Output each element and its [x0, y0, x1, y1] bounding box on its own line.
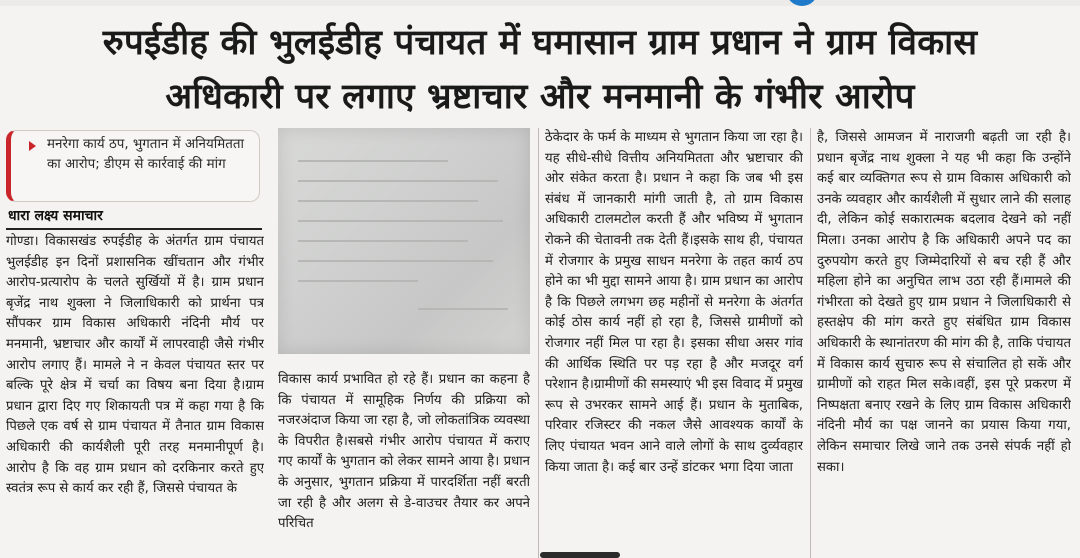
column-4-text: है, जिससे आमजन में नाराजगी बढ़ती जा रही है।प्रधान बृजेंद्र नाथ शुक्ला ने यह भी कहा कि उन्होंने कई बार व्यक्तिगत रूप से ग्राम विकास अधिकारी को उनके व्यवहार और कार्यशैली में सुधार लाने की सलाह दी, लेकिन कोई सकारात्मक बदलाव देखने को नहीं मिला। उनका आरोप है कि अधिकारी अपने पद का दुरुपयोग करते हुए जिम्मेदारियों से बच रही हैं और महिला होने का अनुचित लाभ उठा रही हैं।मामले की गंभीरता को देखते हुए ग्राम प्रधान ने जिलाधिकारी से हस्तक्षेप की मांग करते हुए संबंधित ग्राम विकास अधिकारी के स्थानांतरण की मांग की है, ताकि पंचायत में विकास कार्य सुचारु रूप से संचालित हो सकें और ग्रामीणों को राहत मिल सके।वहीं, इस पूरे प्रकरण में निष्पक्षता बनाए रखने के लिए ग्राम विकास अधिकारी नंदिनी मौर्य का पक्ष जानने का प्रयास किया गया, लेकिन समाचार लिखे जाने तक उनसे संपर्क नहीं हो सका।	[817, 130, 1071, 475]
article-column-3	[545, 128, 803, 558]
column-divider	[538, 128, 539, 558]
byline: धारा लक्ष्य समाचार	[8, 208, 103, 224]
photo-text-line	[298, 240, 468, 242]
photo-text-line	[298, 260, 493, 262]
column-divider	[810, 128, 811, 558]
photo-signature-line	[418, 308, 508, 310]
top-strip	[0, 0, 1080, 6]
photo-text-line	[298, 200, 478, 202]
article-column-1	[6, 232, 264, 558]
highlight-text: मनरेगा कार्य ठप, भुगतान में अनियमितता का आरोप; डीएम से कार्रवाई की मांग	[47, 137, 244, 172]
photo-text-line	[298, 220, 503, 222]
article-column-4	[817, 128, 1071, 558]
photo-text-line	[298, 180, 498, 182]
column-3-text: ठेकेदार के फर्म के माध्यम से भुगतान किया जा रहा है। यह सीधे-सीधे वित्तीय अनियमितता और भ्रष्टाचार की ओर संकेत करता है। प्रधान ने कहा कि जब भी इस संबंध में जानकारी मांगी जाती है, तो ग्राम विकास अधिकारी टालमटोल करती हैं और भविष्य में भुगतान रोकने की चेतावनी तक देती हैं।इसके साथ ही, पंचायत में रोजगार के प्रमुख साधन मनरेगा के तहत कार्य ठप होने का भी मुद्दा सामने आया है। ग्राम प्रधान का आरोप है कि पिछले लगभग छह महीनों से मनरेगा के अंतर्गत कोई ठोस कार्य नहीं हो रहा है, जिससे ग्रामीणों को रोजगार नहीं मिल पा रहा है। इसका सीधा असर गांव की आर्थिक स्थिति पर पड़ रहा है और मजदूर वर्ग परेशान है।ग्रामीणों की समस्याएं भी इस विवाद में प्रमुख रूप से उभरकर सामने आई हैं। प्रधान के मुताबिक, परिवार रजिस्टर की नकल जैसे आवश्यक कार्यों के लिए पंचायत भवन आने वाले लोगों के साथ दुर्व्यवहार किया जाता है। कई बार उन्हें डांटकर भगा दिया जाता	[545, 130, 803, 475]
letter-photo	[278, 128, 530, 354]
headline-line-1: रुपईडीह की भुलईडीह पंचायत में घमासान ग्राम प्रधान ने ग्राम विकास	[102, 23, 978, 63]
headline-line-2: अधिकारी पर लगाए भ्रष्टाचार और मनमानी के गंभीर आरोप	[165, 77, 915, 117]
photo-text-line	[298, 280, 418, 282]
bottom-edge-mark	[540, 552, 620, 558]
column-1-text: गोण्डा। विकासखंड रुपईडीह के अंतर्गत ग्राम पंचायत भुलईडीह इन दिनों प्रशासनिक खींचतान और गंभीर आरोप-प्रत्यारोप के चलते सुर्खियों में है। ग्राम प्रधान बृजेंद्र नाथ शुक्ला ने जिलाधिकारी को प्रार्थना पत्र सौंपकर ग्राम विकास अधिकारी नंदिनी मौर्य पर मनमानी, भ्रष्टाचार और कार्यों में लापरवाही जैसे गंभीर आरोप लगाए हैं। मामले ने न केवल पंचायत स्तर पर बल्कि पूरे क्षेत्र में चर्चा का विषय बना दिया है।ग्राम प्रधान द्वारा दिए गए शिकायती पत्र में कहा गया है कि पिछले एक वर्ष से ग्राम पंचायत में तैनात ग्राम विकास अधिकारी की कार्यशैली पूरी तरह मनमानीपूर्ण है। आरोप है कि वह ग्राम प्रधान को दरकिनार करते हुए स्वतंत्र रूप से कार्य कर रही हैं, जिससे पंचायत के	[6, 234, 264, 497]
triangle-bullet-icon	[29, 141, 36, 151]
article-column-2	[278, 370, 530, 558]
photo-text-line	[298, 160, 448, 162]
byline-rule	[6, 228, 262, 230]
highlight-box	[6, 130, 260, 202]
headline	[0, 16, 1080, 124]
column-2-text: विकास कार्य प्रभावित हो रहे हैं। प्रधान का कहना है कि पंचायत में सामूहिक निर्णय की प्रक्रिया को नजरअंदाज किया जा रहा है, जो लोकतांत्रिक व्यवस्था के विपरीत है।सबसे गंभीर आरोप पंचायत में कराए गए कार्यों के भुगतान को लेकर सामने आया है। प्रधान के अनुसार, भुगतान प्रक्रिया में पारदर्शिता नहीं बरती जा रही है और अलग से डे-वाउचर तैयार कर अपने परिचित	[278, 372, 530, 532]
